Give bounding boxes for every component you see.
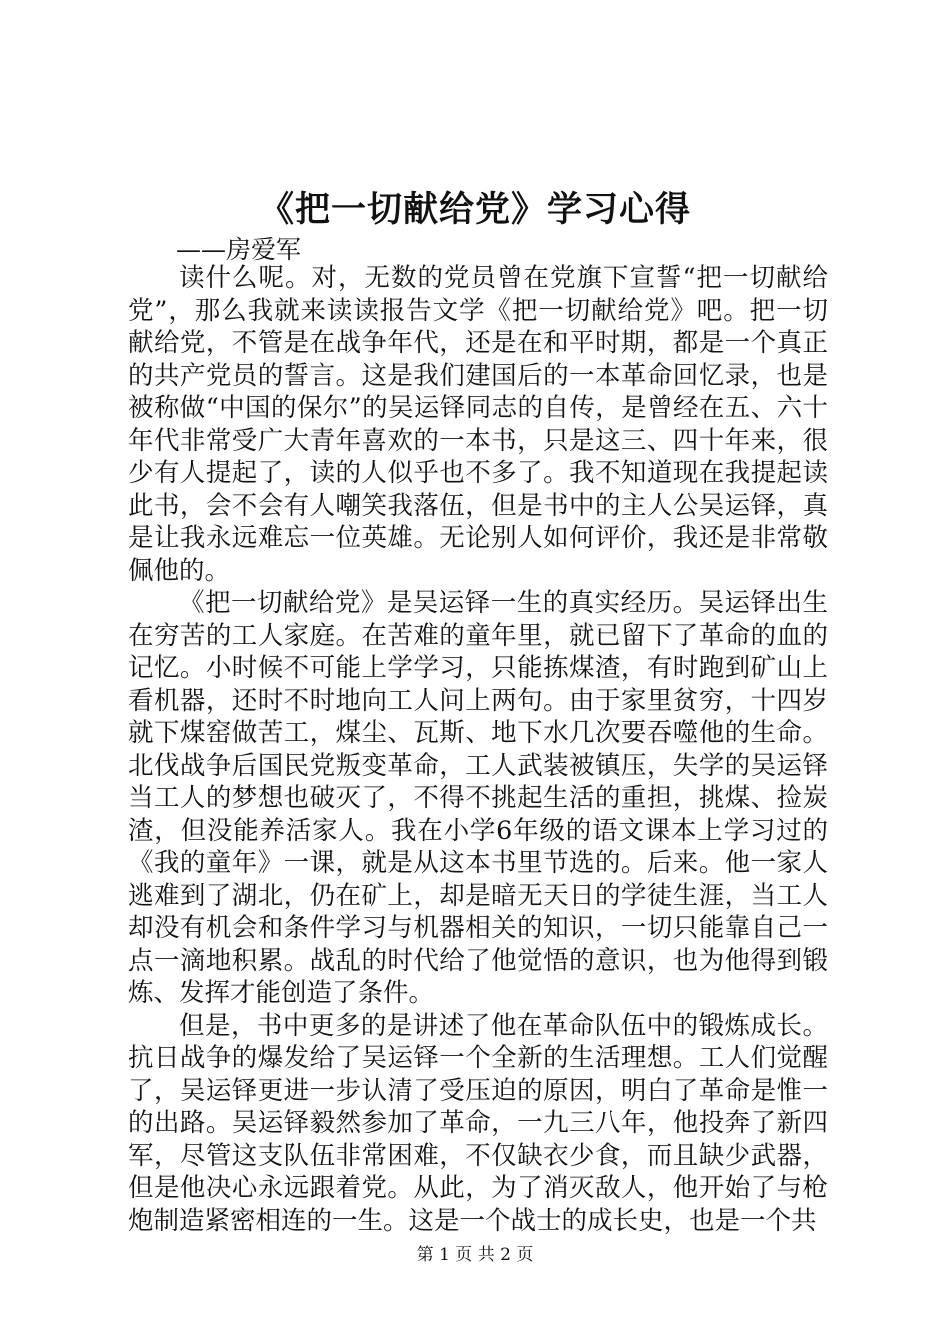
- document-title: 《把一切献给党》学习心得: [258, 189, 691, 230]
- document-body: [128, 262, 828, 1237]
- page-footer: 第 1 页 共 2 页: [416, 1245, 534, 1265]
- paragraph-1: 读什么呢。对，无数的党员曾在党旗下宣誓“把一切献给党”，那么我就来读读报告文学《把一切献给党》吧。把一切献给党，不管是在战争年代，还是在和平时期，都是一个真正的共产党员的誓言。这是我们建国后的一本革命回忆录，也是被称做“中国的保尔”的吴运铎同志的自传，是曾经在五、六十年代非常受广大青年喜欢的一本书，只是这三、四十年来，很少有人提起了，读的人似乎也不多了。我不知道现在我提起读此书，会不会有人嘲笑我落伍，但是书中的主人公吴运铎，真是让我永远难忘一位英雄。无论别人如何评价，我还是非常敬佩他的。: [128, 263, 828, 586]
- paragraph-3: 但是，书中更多的是讲述了他在革命队伍中的锻炼成长。抗日战争的爆发给了吴运铎一个全新的生活理想。工人们觉醒了，吴运铎更进一步认清了受压迫的原因，明白了革命是惟一的出路。吴运铎毅然参加了革命，一九三八年，他投奔了新四军，尽管这支队伍非常困难，不仅缺衣少食，而且缺少武器，但是他决心永远跟着党。从此，为了消灭敌人，他开始了与枪炮制造紧密相连的一生。这是一个战士的成长史，也是一个共: [128, 1010, 828, 1236]
- paragraph-2: 《把一切献给党》是吴运铎一生的真实经历。吴运铎出生在穷苦的工人家庭。在苦难的童年里，就已留下了革命的血的记忆。小时候不可能上学学习，只能拣煤渣，有时跑到矿山上看机器，还时不时地向工人问上两句。由于家里贫穷，十四岁就下煤窑做苦工，煤尘、瓦斯、地下水几次要吞噬他的生命。北伐战争后国民党叛变革命，工人武装被镇压，失学的吴运铎当工人的梦想也破灭了，不得不挑起生活的重担，挑煤、捡炭渣，但没能养活家人。我在小学6年级的语文课本上学习过的《我的童年》一课，就是从这本书里节选的。后来。他一家人逃难到了湖北，仍在矿上，却是暗无天日的学徒生涯，当工人却没有机会和条件学习与机器相关的知识，一切只能靠自己一点一滴地积累。战乱的时代给了他觉悟的意识，也为他得到锻炼、发挥才能创造了条件。: [128, 588, 828, 1008]
- author-line: ——房爱军: [176, 235, 302, 264]
